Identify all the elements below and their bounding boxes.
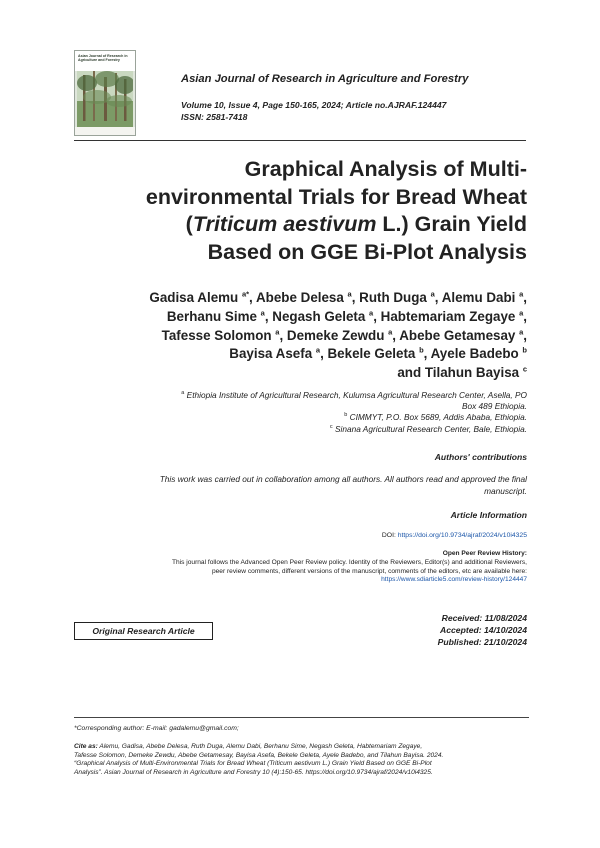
peer-review-line2: peer review comments, different versions of the manuscript, comments of the editors, etc are available here: [211, 567, 527, 575]
cover-title-line1: Asian Journal of Research in [78, 54, 128, 58]
accepted-date: Accepted: 14/10/2024 [440, 625, 527, 636]
author-separator: , [351, 290, 360, 305]
header-rule [74, 140, 526, 141]
affiliation-b-marker: b [344, 412, 348, 419]
author-separator: , [523, 308, 527, 324]
affiliation-a-line1: Ethiopia Institute of Agricultural Research, Kulumsa Agricultural Research Center, Asella, PO [184, 390, 527, 400]
author-name: Berhanu Sime [166, 308, 261, 324]
author-affiliation-marker: a [519, 327, 524, 337]
cover-forest-image [77, 71, 133, 127]
corresponding-author: *Corresponding author: E-mail: gadalemu@gmail.com; [74, 725, 239, 732]
citation-line4: Analysis”. Asian Journal of Research in Agriculture and Forestry 10 (4):150-65. https://doi.org/10.9734/ajraf/2024/v10i4325. [74, 768, 433, 776]
affiliation-c [87, 424, 527, 435]
author-separator: , [434, 290, 442, 305]
author-conjunction: and [397, 365, 425, 381]
author-affiliation-marker: a [430, 289, 435, 299]
author-list [57, 289, 527, 383]
author-name: Negash Geleta [272, 308, 370, 324]
title-line-4: Based on GGE Bi-Plot Analysis [207, 239, 527, 264]
author-name: Gadisa Alemu [149, 290, 242, 305]
article-type-badge: Original Research Article [74, 622, 213, 640]
author-separator: , [392, 327, 400, 343]
doi-label: DOI: [381, 532, 398, 539]
author-line [57, 327, 527, 346]
author-name: Habtemariam Zegaye [380, 308, 520, 324]
affiliation-b-text: CIMMYT, P.O. Box 5689, Addis Ababa, Ethiopia. [347, 412, 527, 423]
author-name: Ruth Duga [359, 290, 431, 305]
cover-title-band [75, 51, 135, 71]
author-line [57, 289, 527, 308]
author-affiliation-marker: a [388, 327, 393, 337]
author-affiliation-marker: a [347, 289, 352, 299]
citation-line1 [74, 743, 529, 752]
peer-review-text [67, 559, 527, 585]
author-separator: , [523, 327, 527, 343]
author-affiliation-marker: b [522, 345, 527, 355]
footer-rule [74, 717, 529, 718]
author-separator: , [279, 327, 287, 343]
author-affiliation-marker: a [369, 308, 374, 318]
author-separator: , [373, 308, 381, 324]
author-affiliation-marker: a [315, 345, 321, 355]
author-separator: , [523, 290, 527, 305]
authors-contributions-text [77, 474, 527, 497]
affiliation-b [87, 412, 527, 423]
title-line-3-rest: L.) Grain Yield [376, 212, 527, 236]
journal-issn-line: ISSN: 2581-7418 [181, 112, 248, 122]
title-species-name: Triticum aestivum [192, 212, 377, 236]
author-affiliation-marker: c [522, 364, 527, 374]
author-affiliation-marker: a [260, 308, 265, 318]
affiliation-a-line2: Box 489 Ethiopia. [461, 401, 527, 412]
journal-volume-line: Volume 10, Issue 4, Page 150-165, 2024; Article no.AJRAF.124447 [181, 100, 447, 110]
authors-contributions-heading: Authors' contributions [434, 452, 527, 462]
contributions-line1: This work was carried out in collaboration among all authors. All authors read and approved the final [159, 474, 527, 484]
author-name: Bekele Geleta [327, 346, 420, 362]
author-name: Tilahun Bayisa [424, 365, 523, 381]
title-line-3-open: ( [185, 212, 193, 236]
received-date: Received: 11/08/2024 [441, 613, 527, 623]
author-name: Alemu Dabi [441, 290, 520, 305]
journal-meta [181, 99, 446, 123]
affiliation-a-marker: a [181, 390, 185, 397]
affiliation-a [87, 390, 527, 401]
author-affiliation-marker: a* [241, 289, 250, 299]
affiliations [87, 390, 527, 435]
doi-line [382, 532, 527, 539]
author-affiliation-marker: a [275, 327, 280, 337]
contributions-line2: manuscript. [484, 485, 527, 496]
author-name: Ayele Badebo [430, 346, 523, 362]
cover-title-line2: Agriculture and Forestry [78, 58, 120, 63]
author-affiliation-marker: a [519, 308, 524, 318]
author-separator: , [264, 308, 273, 324]
peer-review-link[interactable]: https://www.sdiarticle5.com/review-history/124447 [381, 576, 527, 584]
article-information-heading: Article Information [450, 510, 527, 520]
citation-line3: “Graphical Analysis of Multi-Environmental Trials for Bread Wheat (Triticum aestivum L.) Grain Yield Based on GGE Bi-Plot [74, 760, 432, 767]
paper-title [87, 156, 527, 266]
author-separator: , [249, 290, 256, 305]
author-line [57, 308, 527, 327]
title-line-1: Graphical Analysis of Multi- [244, 157, 527, 181]
journal-cover-thumbnail [74, 50, 136, 136]
author-line [57, 345, 527, 364]
published-date: Published: 21/10/2024 [437, 637, 527, 648]
affiliation-c-text: Sinana Agricultural Research Center, Bale, Ethiopia. [332, 423, 527, 434]
author-line [57, 364, 527, 383]
author-name: Abebe Getamesay [399, 327, 520, 343]
author-name: Tafesse Solomon [161, 327, 276, 343]
journal-name: Asian Journal of Research in Agriculture and Forestry [181, 73, 469, 85]
citation-block [74, 743, 529, 777]
citation-line1-text: Alemu, Gadisa, Abebe Delesa, Ruth Duga, Alemu Dabi, Berhanu Sime, Negash Geleta, Habtemariam Zegaye, [97, 743, 423, 750]
author-name: Bayisa Asefa [229, 346, 316, 362]
author-name: Demeke Zewdu [286, 327, 389, 343]
peer-review-heading: Open Peer Review History: [442, 550, 527, 557]
author-separator: , [423, 346, 431, 362]
publication-dates [438, 612, 527, 649]
author-name: Abebe Delesa [256, 290, 348, 305]
title-line-2: environmental Trials for Bread Wheat [145, 184, 527, 209]
doi-link[interactable]: https://doi.org/10.9734/ajraf/2024/v10i4325 [397, 532, 527, 539]
citation-line2: Tafesse Solomon, Demeke Zewdu, Abebe Getamesay, Bayisa Asefa, Bekele Geleta, Ayele Badebo, and Tilahun Bayisa. 2024. [74, 751, 444, 759]
author-affiliation-marker: a [519, 289, 524, 299]
affiliation-c-marker: c [329, 423, 333, 430]
cover-footer-strip [75, 127, 135, 135]
citation-label: Cite as: [74, 743, 98, 750]
author-separator: , [320, 346, 328, 362]
author-affiliation-marker: b [419, 345, 424, 355]
peer-review-line1: This journal follows the Advanced Open Peer Review policy. Identity of the Reviewers, Editor(s) and additional Reviewers, [171, 559, 527, 566]
